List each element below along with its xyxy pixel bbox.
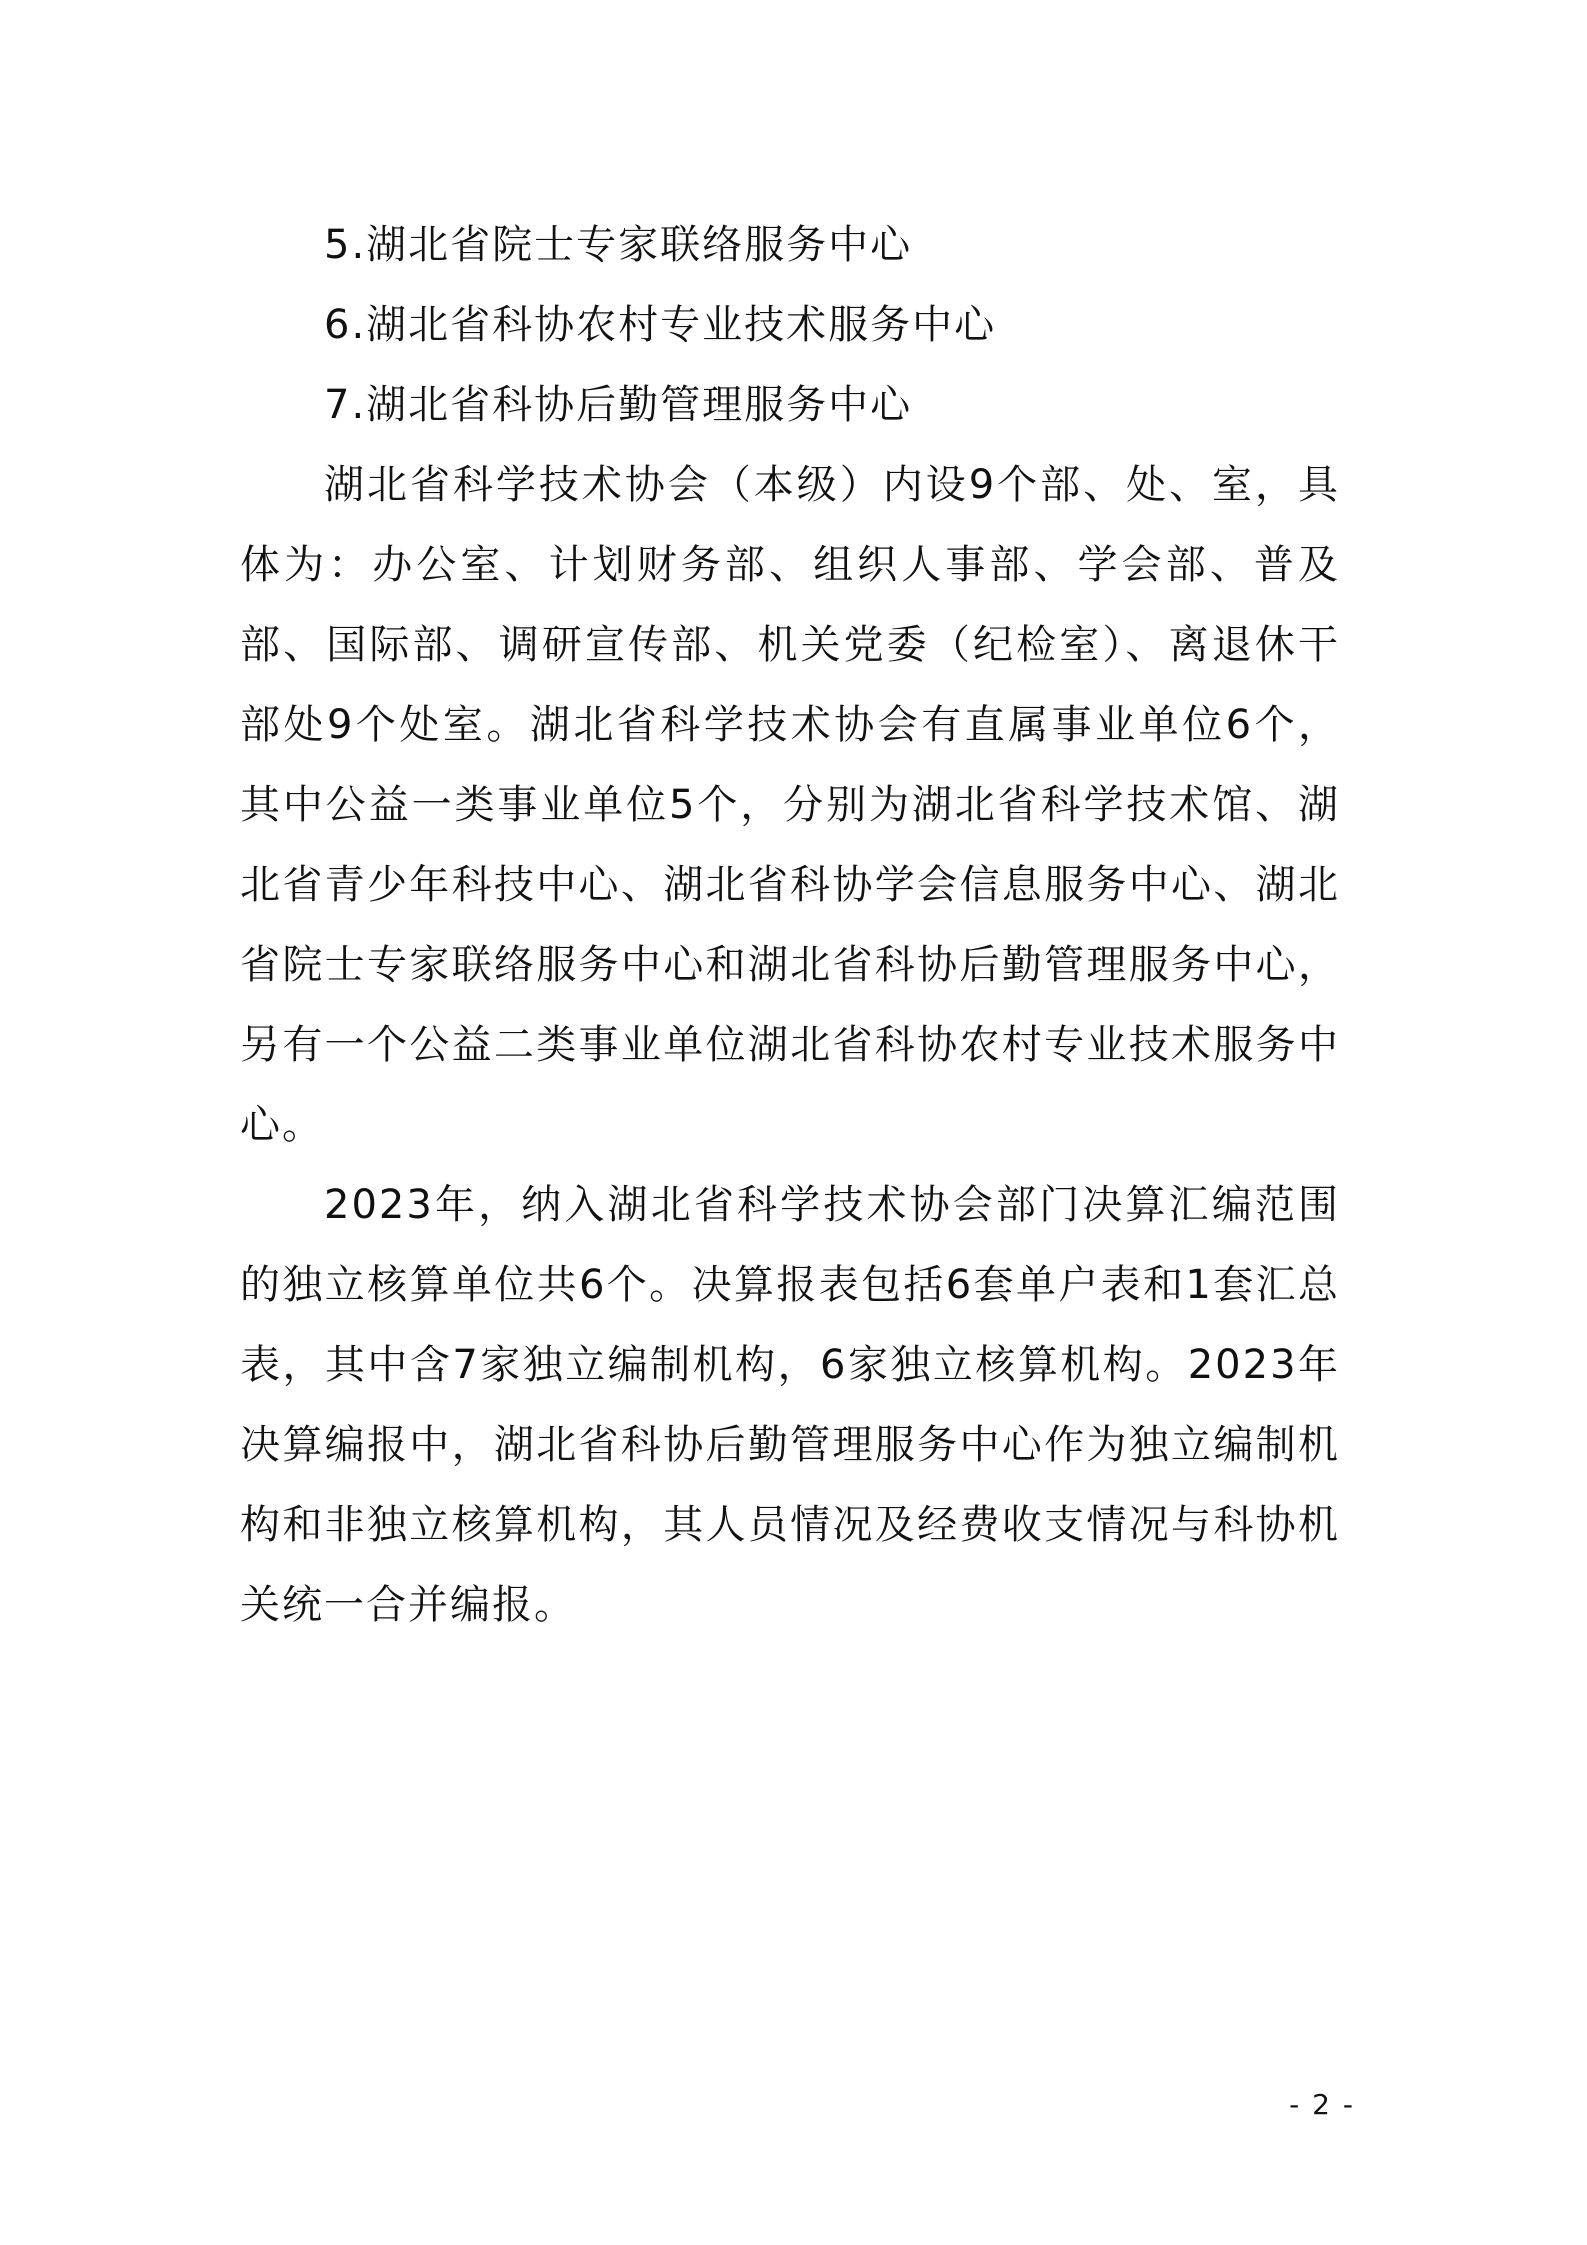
paragraph-budget-scope: 2023年，纳入湖北省科学技术协会部门决算汇编范围的独立核算单位共6个。决算报表包括6套单户表和1套汇总表，其中含7家独立编制机构，6家独立核算机构。2023年决算编报中，湖北省科协后勤管理服务中心作为独立编制机构和非独立核算机构，其人员情况及经费收支情况与科协机关统一合并编报。 — [240, 1182, 1340, 1628]
paragraph-departments: 湖北省科学技术协会（本级）内设9个部、处、室，具体为：办公室、计划财务部、组织人事部、学会部、普及部、国际部、调研宣传部、机关党委（纪检室）、离退休干部处9个处室。湖北省科学技术协会有直属事业单位6个，其中公益一类事业单位5个，分别为湖北省科学技术馆、湖北省青少年科技中心、湖北省科协学会信息服务中心、湖北省院士专家联络服务中心和湖北省科协后勤管理服务中心，另有一个公益二类事业单位湖北省科协农村专业技术服务中心。 — [240, 462, 1340, 1148]
list-item: 5.湖北省院士专家联络服务中心 — [324, 222, 913, 268]
body-text — [240, 205, 1340, 1645]
page-number: - 2 - — [1289, 2088, 1355, 2121]
list-item: 6.湖北省科协农村专业技术服务中心 — [324, 302, 997, 348]
list-item: 7.湖北省科协后勤管理服务中心 — [324, 382, 913, 428]
